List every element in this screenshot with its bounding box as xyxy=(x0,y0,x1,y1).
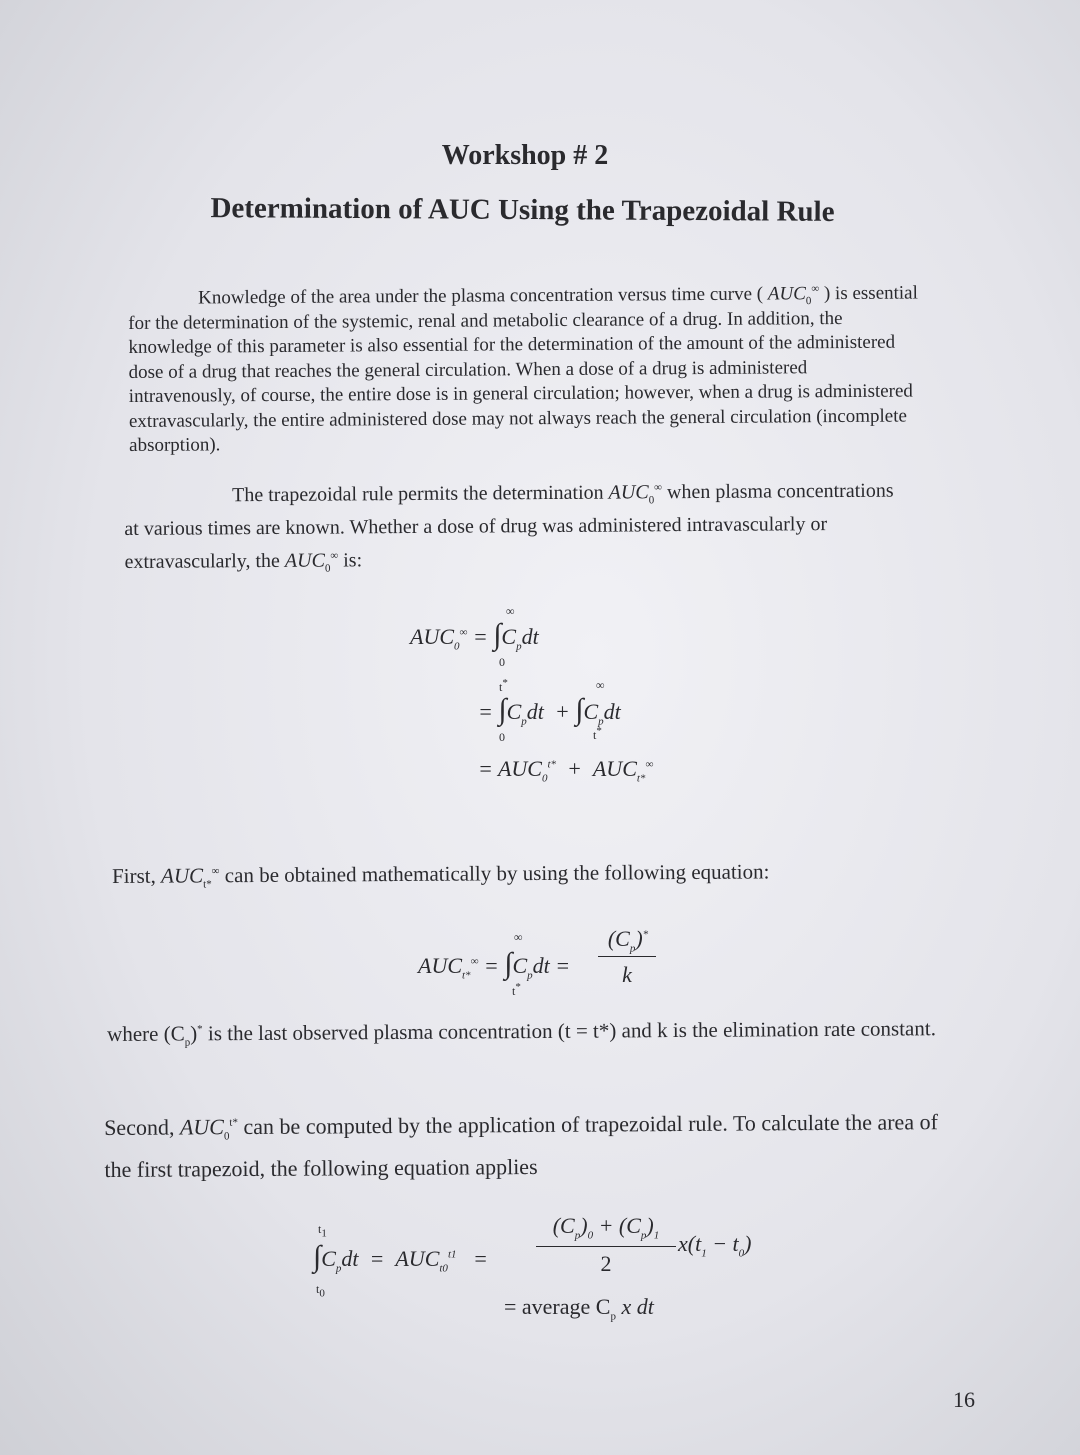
document-page: Workshop # 2 Determination of AUC Using the Trapezoidal Rule Knowledge of the area under the plasma concentration versus time curve ( $AUC_0^\infty$ ) is essential for the determination of the systemic, renal and metabolic clearance of a drug. In addition, the knowledge of this parameter is also essential for the determination of the amount of the administered dose of a drug that reaches the general circulation. When a dose of a drug is administered intravenously, of course, the entire dose is in general circulation; however, when a drug is administered extravascularly, the entire administered dose may not always reach the general circulation (incomplete absorption). The trapezoidal rule permits the determination $AUC_0^\infty$ when plasma concentrations at various times are known. Whether a dose of drug was administered intravascularly or extravascularly, the $AUC_0^\infty$ is: $AUC_0^\infty = \int C_pdt$ ∞ 0 = $\int C_pdt + \int C_pdt$ t* 0 ∞ t* = $AUC_0^{t*} + AUC_{t*}^\infty$ First, $AUC_{t*}^\infty$ can be obtained mathematically by using the following equation: $AUC_{t*}^\infty = \int C_pdt$ = ∞ t* $(C_p)^*$ k where $(C_p)^*$ is the last observed plasma concentration (t = t*) and k is the elimination rate constant. Second, $AUC_0^{t*}$ can be computed by the application of trapezoidal rule. To calculate the area of the first trapezoid, the following equation applies $\int C_pdt = AUC_{t0}^{t1}$ = $t_1$ $t_0$ $(C_p)_0 + (C_p)_1$ 2 $x(t_1 - t_0)$ = average $C_p$ x dt 16 xyxy=(0,0,1080,1455)
intro-paragraph: Knowledge of the area under the plasma concentration versus time curve ( $AUC_0^\infty$ ) is essential for the determination of the systemic, renal and metabolic clearance of a drug. In addition, the knowledge of this parameter is also essential for the determination of the amount of the administered dose of a drug that reaches the general circulation. When a dose of a drug is administered intravenously, of course, the entire dose is in general circulation; however, when a drug is administered extravascularly, the entire administered dose may not always reach the general circulation (incomplete absorption). xyxy=(128,282,918,456)
page-title: Workshop # 2 xyxy=(441,140,609,171)
where-paragraph: where $(C_p)^*$ is the last observed plasma concentration (t = t*) and k is the elimination rate constant. xyxy=(107,1016,936,1049)
page-subtitle: Determination of AUC Using the Trapezoidal Rule xyxy=(210,192,835,228)
second-paragraph: Second, $AUC_0^{t*}$ can be computed by the application of trapezoidal rule. To calculate the area of the first trapezoid, the following equation applies xyxy=(104,1109,938,1182)
trapezoidal-paragraph: The trapezoidal rule permits the determination $AUC_0^\infty$ when plasma concentrations at various times are known. Whether a dose of drug was administered intravascularly or extravascularly, the $AUC_0^\infty$ is: xyxy=(124,479,894,575)
page-number: 16 xyxy=(953,1387,975,1412)
first-paragraph: First, $AUC_{t*}^\infty$ can be obtained mathematically by using the following equation: xyxy=(112,859,770,891)
